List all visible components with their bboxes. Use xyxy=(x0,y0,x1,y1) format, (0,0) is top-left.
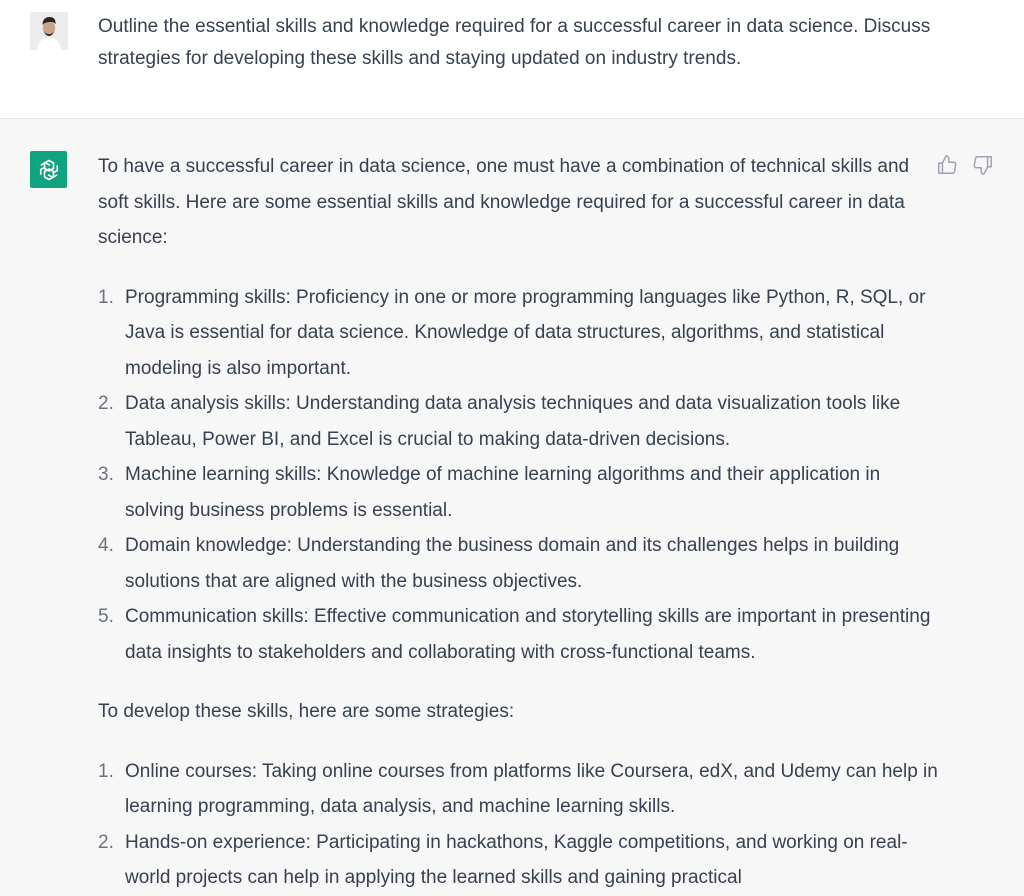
list-item-text: Data analysis skills: Understanding data analysis techniques and data visualization tools like Tableau, Power BI, and Excel is crucial to making data-driven decisions. xyxy=(125,393,901,450)
list-item-text: Programming skills: Proficiency in one or more programming languages like Python, R, SQL, or Java is essential for data science. Knowledge of data structures, algorithms, and statistical modeling is also important. xyxy=(125,286,926,379)
list-number: 1. xyxy=(98,760,114,782)
assistant-message-body xyxy=(98,149,938,896)
strategies-list xyxy=(98,754,938,896)
user-message-row xyxy=(0,0,1024,119)
list-number: 5. xyxy=(98,606,114,627)
feedback-buttons xyxy=(936,154,994,176)
list-item xyxy=(98,457,938,528)
thumbs-up-icon[interactable] xyxy=(936,154,958,176)
user-message-text: Outline the essential skills and knowledge required for a successful career in data science. Discuss strategies for developing these skills and staying updated on industry trends. xyxy=(98,16,931,69)
list-item-text: Machine learning skills: Knowledge of machine learning algorithms and their application in solving business problems is essential. xyxy=(125,464,881,521)
list-number: 2. xyxy=(98,393,114,414)
list-item xyxy=(98,280,938,387)
list-item-text: Hands-on experience: Participating in hackathons, Kaggle competitions, and working on real-world projects can help in applying the learned skills and gaining practical xyxy=(125,831,908,888)
openai-logo-icon xyxy=(30,151,67,188)
list-item-text: Domain knowledge: Understanding the business domain and its challenges helps in building solutions that are aligned with the business objectives. xyxy=(125,535,900,592)
list-item-text: Communication skills: Effective communication and storytelling skills are important in presenting data insights to stakeholders and collaborating with cross-functional teams. xyxy=(125,606,931,663)
list-item-text: Online courses: Taking online courses from platforms like Coursera, edX, and Udemy can help in learning programming, data analysis, and machine learning skills. xyxy=(125,760,938,817)
strategies-intro: To develop these skills, here are some strategies: xyxy=(98,701,515,722)
assistant-intro: To have a successful career in data science, one must have a combination of technical skills and soft skills. Here are some essential skills and knowledge required for a successful career in data science: xyxy=(98,156,910,248)
list-number: 1. xyxy=(98,286,114,308)
list-item xyxy=(98,825,938,896)
list-number: 4. xyxy=(98,535,114,556)
user-avatar xyxy=(30,12,68,50)
list-item xyxy=(98,754,938,825)
list-item xyxy=(98,386,938,457)
list-number: 2. xyxy=(98,831,114,853)
thumbs-down-icon[interactable] xyxy=(972,154,994,176)
list-item xyxy=(98,599,938,670)
assistant-message-row xyxy=(0,119,1024,892)
list-number: 3. xyxy=(98,464,114,485)
list-item xyxy=(98,528,938,599)
skills-list xyxy=(98,280,938,671)
